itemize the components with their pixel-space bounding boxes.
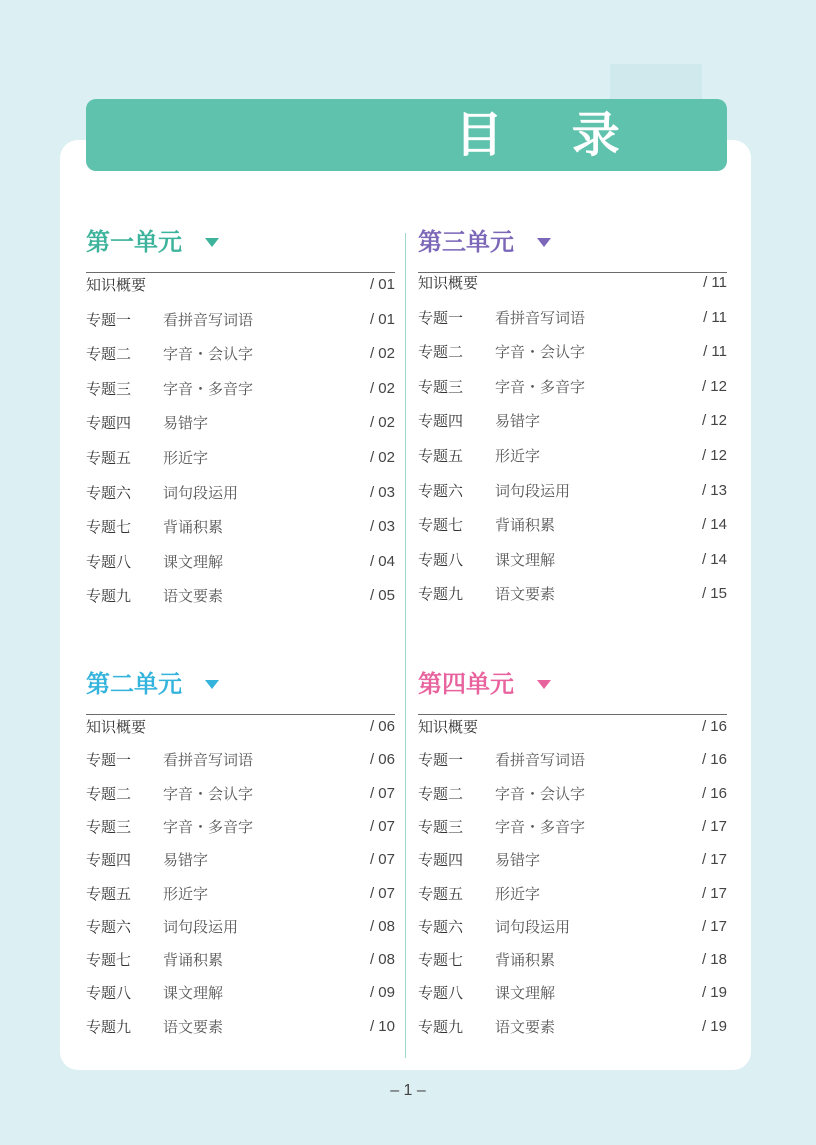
- toc-topic: 字音・多音字: [163, 379, 254, 398]
- toc-row[interactable]: [86, 410, 395, 436]
- toc-row[interactable]: [86, 714, 395, 740]
- toc-label: 专题二: [86, 784, 132, 803]
- toc-row[interactable]: [418, 914, 727, 940]
- toc-page-number: / 16: [701, 718, 727, 735]
- toc-row[interactable]: [86, 307, 395, 333]
- toc-page-number: / 06: [369, 718, 395, 735]
- toc-row[interactable]: [86, 914, 395, 940]
- toc-label: 专题四: [418, 851, 464, 870]
- toc-row[interactable]: [418, 847, 727, 873]
- toc-row[interactable]: [418, 1014, 727, 1040]
- toc-page-number: / 01: [369, 276, 395, 293]
- toc-label: 专题九: [418, 1017, 464, 1036]
- toc-topic: 易错字: [163, 851, 209, 870]
- toc-row[interactable]: [86, 881, 395, 907]
- toc-row[interactable]: [86, 480, 395, 506]
- toc-row[interactable]: [86, 583, 395, 609]
- toc-label: 专题六: [418, 917, 464, 936]
- toc-row[interactable]: [418, 980, 727, 1006]
- toc-topic: 背诵积累: [495, 516, 556, 535]
- toc-page-number: / 13: [701, 481, 727, 499]
- toc-row[interactable]: [86, 341, 395, 367]
- toc-label: 专题四: [418, 412, 464, 431]
- toc-row[interactable]: [418, 814, 727, 840]
- toc-row[interactable]: [86, 549, 395, 575]
- toc-page-number: / 17: [701, 917, 727, 935]
- toc-label: 专题一: [418, 308, 464, 327]
- toc-topic: 语文要素: [163, 1017, 224, 1036]
- unit-title: 第二单元: [86, 670, 182, 698]
- toc-row[interactable]: [418, 478, 727, 504]
- toc-label: 专题七: [418, 951, 464, 970]
- toc-page-number: / 07: [369, 884, 395, 902]
- toc-page-number: / 17: [701, 817, 727, 835]
- toc-topic: 形近字: [163, 884, 209, 903]
- toc-topic: 语文要素: [163, 587, 224, 606]
- toc-topic: 背诵积累: [163, 951, 224, 970]
- toc-page-number: / 07: [369, 851, 395, 869]
- toc-topic: 字音・多音字: [495, 817, 586, 836]
- toc-row[interactable]: [418, 374, 727, 400]
- toc-label: 专题八: [418, 984, 464, 1003]
- toc-topic: 课文理解: [495, 984, 556, 1003]
- toc-row[interactable]: [418, 339, 727, 365]
- toc-topic: 字音・会认字: [495, 784, 586, 803]
- toc-row[interactable]: [86, 781, 395, 807]
- toc-label: 专题一: [418, 751, 464, 770]
- toc-row[interactable]: [86, 747, 395, 773]
- toc-row[interactable]: [86, 514, 395, 540]
- unit-heading: [86, 226, 395, 266]
- toc-page-number: / 02: [369, 345, 395, 363]
- unit-section-2: [86, 668, 395, 1088]
- toc-label: 专题二: [418, 784, 464, 803]
- toc-label: 专题七: [86, 951, 132, 970]
- toc-row[interactable]: [418, 947, 727, 973]
- toc-page-number: / 03: [369, 483, 395, 501]
- toc-row[interactable]: [418, 581, 727, 607]
- toc-label: 专题二: [86, 345, 132, 364]
- toc-label: 专题三: [418, 817, 464, 836]
- toc-label: 专题五: [418, 447, 464, 465]
- toc-topic: 字音・会认字: [163, 345, 254, 364]
- toc-label: 专题八: [86, 984, 132, 1003]
- toc-page-number: / 03: [369, 518, 395, 536]
- toc-label: 专题六: [86, 483, 132, 502]
- toc-label: 专题一: [86, 751, 132, 770]
- toc-label: 专题九: [418, 585, 464, 604]
- toc-topic: 词句段运用: [495, 917, 571, 936]
- triangle-down-icon: [205, 238, 219, 247]
- unit-heading: [418, 668, 727, 708]
- triangle-down-icon: [537, 238, 551, 247]
- toc-topic: 字音・会认字: [495, 343, 586, 362]
- toc-row[interactable]: [86, 376, 395, 402]
- toc-page-number: / 11: [703, 308, 727, 326]
- toc-label: 专题九: [86, 1017, 132, 1036]
- toc-row[interactable]: [418, 781, 727, 807]
- toc-topic: 背诵积累: [495, 951, 556, 970]
- toc-row[interactable]: [418, 747, 727, 773]
- toc-label: 专题九: [86, 587, 132, 606]
- unit-section-4: [418, 668, 727, 1088]
- toc-row[interactable]: [418, 270, 727, 296]
- toc-label: 专题八: [418, 550, 464, 569]
- toc-page-number: / 15: [701, 585, 727, 603]
- toc-topic: 语文要素: [495, 1017, 556, 1036]
- toc-page-number: / 08: [369, 951, 395, 969]
- toc-label: 知识概要: [418, 274, 479, 292]
- toc-page-number: / 07: [369, 817, 395, 835]
- column-divider: [405, 233, 406, 1058]
- toc-label: 专题五: [86, 449, 132, 467]
- toc-topic: 课文理解: [163, 552, 224, 571]
- toc-topic: 易错字: [163, 414, 209, 433]
- toc-topic: 背诵积累: [163, 518, 224, 537]
- toc-topic: 形近字: [163, 449, 209, 467]
- toc-label: 专题四: [86, 851, 132, 870]
- toc-page-number: / 09: [369, 984, 395, 1002]
- toc-topic: 看拼音写词语: [495, 308, 586, 327]
- toc-page-number: / 19: [701, 984, 727, 1002]
- toc-label: 专题七: [86, 518, 132, 537]
- unit-title: 第三单元: [418, 228, 514, 256]
- toc-topic: 形近字: [495, 884, 541, 903]
- toc-row[interactable]: [418, 443, 727, 469]
- toc-topic: 课文理解: [163, 984, 224, 1003]
- unit-title: 第一单元: [86, 228, 182, 256]
- toc-topic: 词句段运用: [495, 481, 571, 500]
- toc-row[interactable]: [86, 947, 395, 973]
- toc-row[interactable]: [418, 714, 727, 740]
- toc-label: 知识概要: [86, 718, 147, 736]
- toc-topic: 课文理解: [495, 550, 556, 569]
- toc-row[interactable]: [418, 881, 727, 907]
- toc-topic: 形近字: [495, 447, 541, 465]
- toc-label: 专题一: [86, 310, 132, 329]
- toc-row[interactable]: [86, 980, 395, 1006]
- decorative-block: [610, 64, 702, 100]
- toc-row[interactable]: [86, 445, 395, 471]
- toc-topic: 字音・会认字: [163, 784, 254, 803]
- toc-page-number: / 12: [701, 412, 727, 430]
- toc-page-number: / 06: [369, 751, 395, 769]
- toc-row[interactable]: [418, 547, 727, 573]
- toc-page-number: / 17: [701, 884, 727, 902]
- toc-label: 专题三: [418, 377, 464, 396]
- triangle-down-icon: [205, 680, 219, 689]
- toc-page-number: / 16: [701, 751, 727, 769]
- toc-label: 知识概要: [86, 276, 147, 294]
- toc-topic: 字音・多音字: [495, 377, 586, 396]
- toc-page-number: / 14: [701, 550, 727, 568]
- toc-page-number: / 07: [369, 784, 395, 802]
- toc-row[interactable]: [418, 408, 727, 434]
- toc-topic: 词句段运用: [163, 483, 239, 502]
- toc-page-number: / 12: [701, 447, 727, 464]
- toc-label: 专题五: [418, 884, 464, 903]
- toc-label: 专题五: [86, 884, 132, 903]
- toc-label: 知识概要: [418, 718, 479, 736]
- toc-page-number: / 02: [369, 414, 395, 432]
- toc-page-number: / 02: [369, 379, 395, 397]
- toc-page-number: / 14: [701, 516, 727, 534]
- unit-heading: [86, 668, 395, 708]
- toc-page-number: / 16: [701, 784, 727, 802]
- toc-topic: 看拼音写词语: [163, 310, 254, 329]
- toc-label: 专题四: [86, 414, 132, 433]
- toc-label: 专题三: [86, 817, 132, 836]
- toc-page-number: / 05: [369, 587, 395, 605]
- toc-page-number: / 17: [701, 851, 727, 869]
- toc-label: 专题六: [86, 917, 132, 936]
- unit-section-1: [86, 226, 395, 646]
- toc-label: 专题三: [86, 379, 132, 398]
- unit-section-3: [418, 226, 727, 646]
- toc-page-number: / 02: [369, 449, 395, 466]
- toc-page-number: / 11: [703, 274, 727, 291]
- toc-label: 专题八: [86, 552, 132, 571]
- toc-row[interactable]: [86, 814, 395, 840]
- page-title: 目 录: [455, 107, 646, 163]
- toc-page-number: / 10: [369, 1017, 395, 1035]
- toc-page-number: / 12: [701, 377, 727, 395]
- toc-page-number: / 01: [369, 310, 395, 328]
- toc-topic: 语文要素: [495, 585, 556, 604]
- toc-row[interactable]: [418, 512, 727, 538]
- toc-topic: 看拼音写词语: [163, 751, 254, 770]
- unit-title: 第四单元: [418, 670, 514, 698]
- toc-page-number: / 11: [703, 343, 727, 361]
- toc-label: 专题二: [418, 343, 464, 362]
- page-number: – 1 –: [390, 1082, 426, 1099]
- toc-row[interactable]: [86, 1014, 395, 1040]
- toc-page-number: / 19: [701, 1017, 727, 1035]
- toc-topic: 词句段运用: [163, 917, 239, 936]
- toc-topic: 易错字: [495, 412, 541, 431]
- toc-label: 专题七: [418, 516, 464, 535]
- toc-row[interactable]: [86, 847, 395, 873]
- toc-page-number: / 18: [701, 951, 727, 969]
- toc-topic: 易错字: [495, 851, 541, 870]
- toc-page-number: / 08: [369, 917, 395, 935]
- toc-row[interactable]: [86, 272, 395, 298]
- toc-page-number: / 04: [369, 552, 395, 570]
- unit-heading: [418, 226, 727, 266]
- toc-topic: 看拼音写词语: [495, 751, 586, 770]
- toc-label: 专题六: [418, 481, 464, 500]
- triangle-down-icon: [537, 680, 551, 689]
- toc-topic: 字音・多音字: [163, 817, 254, 836]
- toc-row[interactable]: [418, 305, 727, 331]
